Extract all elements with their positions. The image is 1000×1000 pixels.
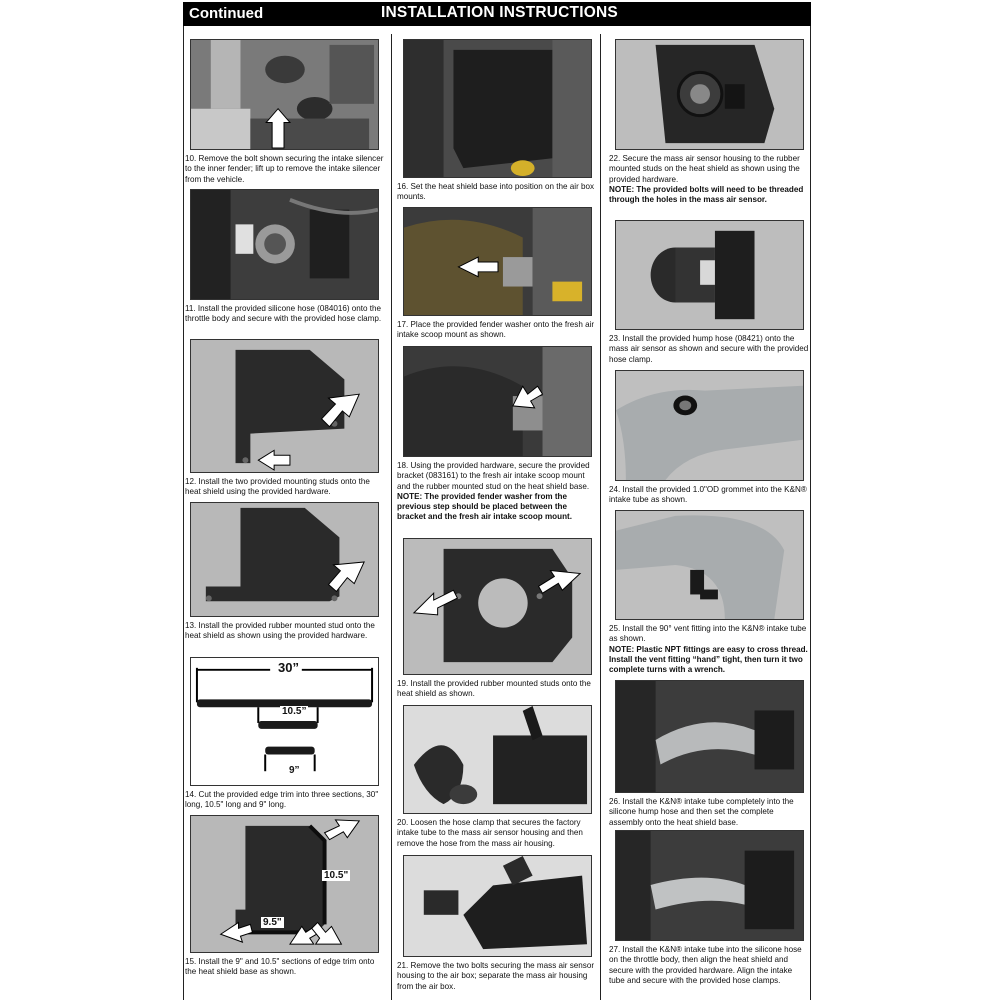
step-24-photo <box>615 370 804 481</box>
trim-105-label: 10.5” <box>282 706 307 717</box>
step-14-text: 14. Cut the provided edge trim into three sections, 30" long, 10.5" long and 9" long. <box>185 790 379 810</box>
step-16-photo <box>403 39 592 178</box>
step-22-note: NOTE: The provided bolts will need to be threaded through the holes in the mass air sensor. <box>609 184 804 205</box>
step-27-text: 27. Install the K&N® intake tube into the silicone hose on the throttle body, then align the heat shield and secure with the provided hardware. Align the intake tube and secure with the provided hose clamps. <box>609 945 802 985</box>
trim-30-label: 30” <box>278 660 299 675</box>
step-15-photo <box>190 815 379 953</box>
step-22-text: 22. Secure the mass air sensor housing to the rubber mounted studs on the heat shield as shown using the provided hardware. NOTE: The provided bolts will need to be threaded through the holes in the mass air sensor. <box>609 154 809 205</box>
shield-105-label: 10.5" <box>324 870 349 881</box>
step-17-photo <box>403 207 592 316</box>
step-12-photo <box>190 339 379 473</box>
header-bar <box>183 2 811 26</box>
step-24-text: 24. Install the provided 1.0"OD grommet into the K&N® intake tube as shown. <box>609 485 807 505</box>
step-23-text: 23. Install the provided hump hose (08421) onto the mass air sensor as shown and secure with the provided hose clamp. <box>609 334 809 364</box>
step-27-photo <box>615 830 804 941</box>
column-divider-1 <box>391 34 392 1000</box>
step-21-photo <box>403 855 592 957</box>
step-26-text: 26. Install the K&N® intake tube completely into the silicone hump hose and then set the complete assembly onto the heat shield base. <box>609 797 794 827</box>
step-18-note: NOTE: The provided fender washer from the previous step should be placed between the bracket and the fresh air intake scoop mount. <box>397 491 572 522</box>
step-17-text: 17. Place the provided fender washer onto the fresh air intake scoop mount as shown. <box>397 320 595 340</box>
step-16-text: 16. Set the heat shield base into position on the air box mounts. <box>397 182 595 202</box>
step-22-photo <box>615 39 804 150</box>
step-26-photo <box>615 680 804 793</box>
step-20-photo <box>403 705 592 814</box>
step-15-text: 15. Install the 9" and 10.5" sections of edge trim onto the heat shield base as shown. <box>185 957 375 977</box>
step-25-photo <box>615 510 804 620</box>
step-13-text: 13. Install the provided rubber mounted stud onto the heat shield as shown using the provided hardware. <box>185 621 375 641</box>
step-23-photo <box>615 220 804 330</box>
step-21-text: 21. Remove the two bolts securing the mass air sensor housing to the air box; separate the mass air housing from the air box. <box>397 961 595 991</box>
step-20-text: 20. Loosen the hose clamp that secures the factory intake tube to the mass air sensor housing and then remove the hose from the mass air housing. <box>397 818 583 848</box>
step-19-text: 19. Install the provided rubber mounted studs onto the heat shield as shown. <box>397 679 591 699</box>
step-18-text: 18. Using the provided hardware, secure the provided bracket (083161) to the fresh air intake scoop mount and the rubber mounted stud on the heat shield base. NOTE: The provided fender washer from the previous step should be placed between the bracket and the fresh air intake scoop mount. <box>397 461 597 523</box>
step-10-text: 10. Remove the bolt shown securing the intake silencer to the inner fender; lift up to remove the intake silencer from the vehicle. <box>185 154 384 184</box>
trim-9-label: 9” <box>289 765 300 776</box>
step-11-photo <box>190 189 379 300</box>
step-19-photo <box>403 538 592 675</box>
step-18-photo <box>403 346 592 457</box>
step-14-photo <box>190 657 379 786</box>
step-25-text: 25. Install the 90° vent fitting into the K&N® intake tube as shown. NOTE: Plastic NPT fittings are easy to cross thread. Install the vent fitting “hand” tight, then turn it two complete turns with a wrench. <box>609 624 808 675</box>
step-12-text: 12. Install the two provided mounting studs onto the heat shield using the provided hardware. <box>185 477 370 497</box>
shield-95-label: 9.5" <box>263 917 282 928</box>
page-title: INSTALLATION INSTRUCTIONS <box>381 4 618 21</box>
step-13-photo <box>190 502 379 617</box>
step-11-text: 11. Install the provided silicone hose (084016) onto the throttle body and secure with the provided hose clamp. <box>185 304 382 324</box>
step-25-note: NOTE: Plastic NPT fittings are easy to cross thread. Install the vent fitting “hand” tight, then turn it two complete turns with a wrench. <box>609 644 808 675</box>
column-divider-2 <box>600 34 601 1000</box>
step-10-photo <box>190 39 379 150</box>
continued-label: Continued <box>189 5 264 22</box>
